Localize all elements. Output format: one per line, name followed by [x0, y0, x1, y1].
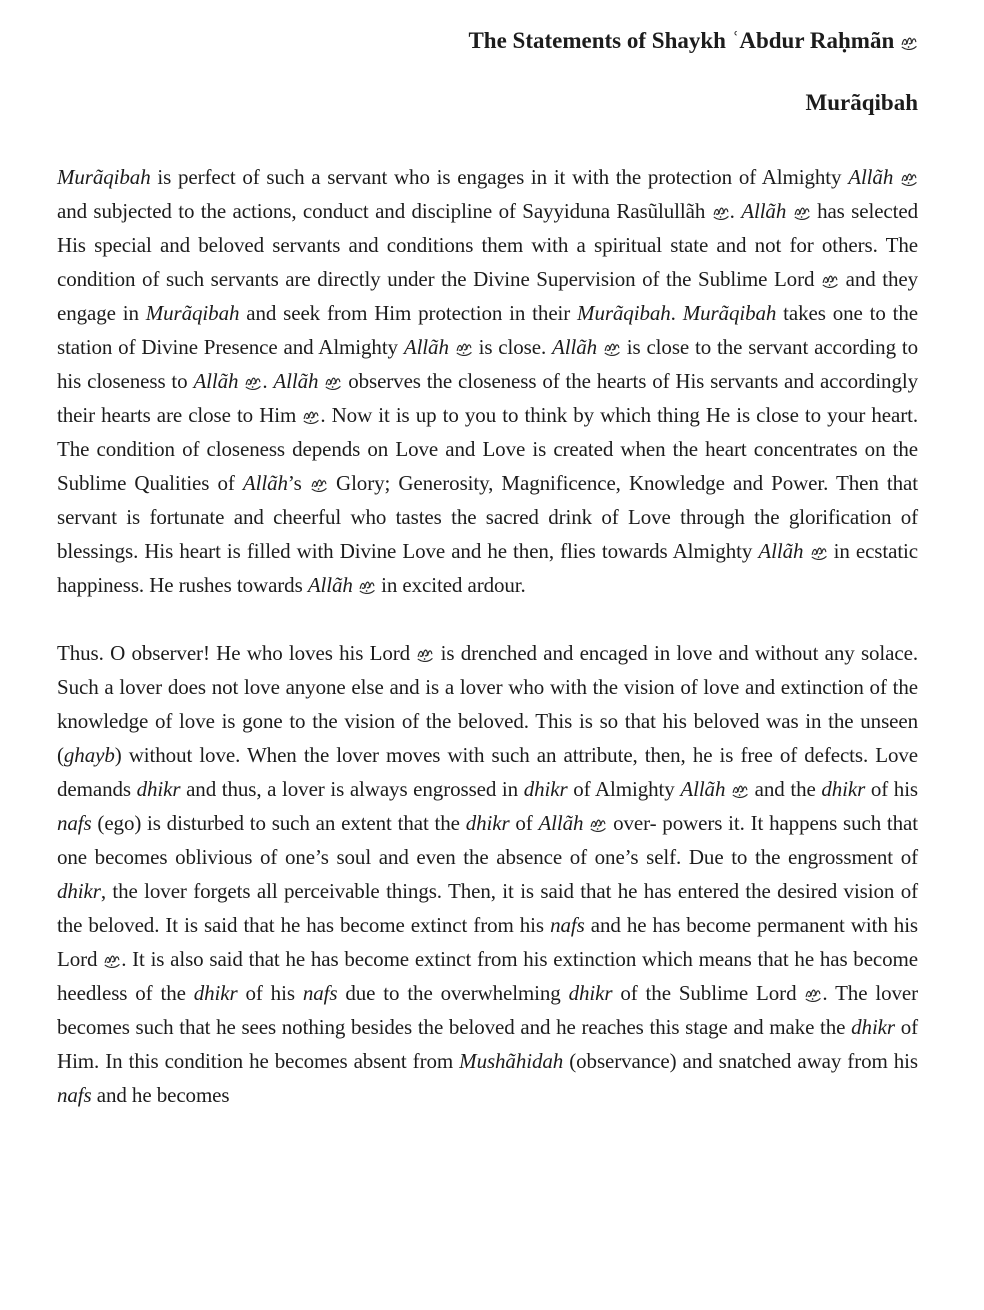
- italic-term: nafs: [550, 913, 585, 937]
- text-run: of his: [865, 777, 918, 801]
- text-run: of Him. In this condition he becomes absent from: [57, 1015, 918, 1073]
- page-header: [57, 26, 918, 56]
- text-run: has selected His special and beloved servants and conditions them with a spiritual state and not for others. The condition of such servants are directly under the Divine Supervision of the Sublime Lord: [57, 199, 918, 291]
- text-run: and he has become permanent with his Lord: [57, 913, 918, 971]
- italic-term: nafs: [302, 981, 338, 1005]
- jalla-jalaluhu-icon: [731, 782, 749, 798]
- text-run: ’s: [287, 471, 310, 495]
- jalla-jalaluhu-icon: [324, 374, 342, 390]
- italic-term: Allãh: [193, 369, 239, 393]
- section-title: Murãqibah: [805, 90, 918, 115]
- jalla-jalaluhu-icon: [900, 170, 918, 186]
- text-run: .: [729, 199, 742, 223]
- italic-term: Allãh: [741, 199, 787, 223]
- italic-term: dhikr: [136, 777, 181, 801]
- header-title: The Statements of Shaykh ʿAbdur Raḥmãn: [468, 28, 895, 53]
- italic-term: Murãqibah: [577, 301, 671, 325]
- text-run: in excited ardour.: [375, 573, 526, 597]
- italic-term: Allãh: [307, 573, 353, 597]
- text-run: observes the closeness of the hearts of His servants and accordingly their hearts are close to Him: [57, 369, 918, 427]
- text-run: [893, 165, 900, 189]
- sallallahu-alayhi-wasallam-icon: [712, 204, 730, 220]
- jalla-jalaluhu-icon: [358, 578, 376, 594]
- text-run: .: [670, 301, 683, 325]
- text-run: in ecstatic happiness. He rushes towards: [57, 539, 919, 597]
- text-run: of Almighty: [567, 777, 681, 801]
- italic-term: dhikr: [851, 1015, 895, 1039]
- text-run: and seek from Him protection in their: [239, 301, 578, 325]
- paragraph: [57, 160, 918, 602]
- italic-term: Mushãhidah: [459, 1049, 564, 1073]
- italic-term: dhikr: [57, 879, 101, 903]
- text-run: (observance) and snatched away from his: [563, 1049, 918, 1073]
- italic-term: Allãh: [758, 539, 804, 563]
- text-run: , the lover forgets all perceivable things. Then, it is said that he has entered the desired vision of the beloved. It is said that he has become extinct from his: [57, 879, 918, 937]
- text-run: and thus, a lover is always engrossed in: [180, 777, 524, 801]
- jalla-jalaluhu-icon: [793, 204, 811, 220]
- text-run: over- powers it. It happens such that one becomes oblivious of one’s soul and even the absence of one’s self. Due to the engrossment of: [57, 811, 919, 869]
- italic-term: Murãqibah: [682, 301, 777, 325]
- text-run: is perfect of such a servant who is engages in it with the protection of Almighty: [150, 165, 849, 189]
- italic-term: Allãh: [552, 335, 597, 359]
- text-run: . It is also said that he has become extinct from his extinction which means that he has become heedless of the: [57, 947, 918, 1005]
- jalla-jalaluhu-icon: [244, 374, 262, 390]
- text-run: Glory; Generosity, Magnificence, Knowledge and Power. Then that servant is fortunate and cheerful who tastes the sacred drink of Love through the glorification of blessings. His heart is filled with Divine Love and he then, flies towards Almighty: [57, 471, 919, 563]
- text-run: Thus. O observer! He who loves his Lord: [57, 641, 417, 665]
- italic-term: nafs: [57, 1083, 92, 1107]
- italic-term: Murãqibah: [145, 301, 240, 325]
- text-run: (ego) is disturbed to such an extent that the: [91, 811, 466, 835]
- text-run: . The lover becomes such that he sees nothing besides the beloved and he reaches this stage and make the: [57, 981, 918, 1039]
- text-run: . Now it is up to you to think by which thing He is close to your heart. The condition of closeness depends on Love and Love is created when the heart concentrates on the Sublime Qualities of: [57, 403, 918, 495]
- italic-term: Allãh: [273, 369, 319, 393]
- text-run: of the Sublime Lord: [612, 981, 805, 1005]
- text-run: takes one to the station of Divine Presence and Almighty: [57, 301, 918, 359]
- italic-term: Allãh: [403, 335, 449, 359]
- italic-term: dhikr: [465, 811, 510, 835]
- jalla-jalaluhu-icon: [821, 272, 839, 288]
- jalla-jalaluhu-icon: [302, 408, 320, 424]
- text-run: .: [262, 369, 274, 393]
- jalla-jalaluhu-icon: [603, 340, 621, 356]
- jalla-jalaluhu-icon: [810, 544, 828, 560]
- jalla-jalaluhu-icon: [416, 646, 434, 662]
- text-run: is close.: [472, 335, 552, 359]
- text-run: of his: [237, 981, 303, 1005]
- italic-term: dhikr: [568, 981, 613, 1005]
- text-run: of: [509, 811, 539, 835]
- italic-term: Allãh: [848, 165, 894, 189]
- text-run: ) without love. When the lover moves with such an attribute, then, he is free of defects. Love demands: [57, 743, 918, 801]
- italic-term: ghayb: [63, 743, 115, 767]
- italic-term: Allãh: [242, 471, 288, 495]
- jalla-jalaluhu-icon: [804, 986, 822, 1002]
- text-run: and he becomes: [91, 1083, 230, 1107]
- jalla-jalaluhu-icon: [455, 340, 473, 356]
- italic-term: Allãh: [680, 777, 726, 801]
- rahimahullah-icon: [900, 34, 918, 50]
- paragraph: [57, 636, 918, 1112]
- italic-term: dhikr: [193, 981, 238, 1005]
- italic-term: Allãh: [538, 811, 584, 835]
- jalla-jalaluhu-icon: [589, 816, 607, 832]
- italic-term: Murãqibah: [57, 165, 151, 189]
- italic-term: nafs: [57, 811, 92, 835]
- body-text: [57, 160, 918, 1112]
- text-run: due to the overwhelming: [337, 981, 569, 1005]
- text-run: and subjected to the actions, conduct and discipline of Sayyiduna Rasũlullãh: [57, 199, 712, 223]
- text-run: and the: [749, 777, 822, 801]
- jalla-jalaluhu-icon: [103, 952, 121, 968]
- text-run: is drenched and encaged in love and without any solace. Such a lover does not love anyone else and is a lover who with the vision of love and extinction of the knowledge of love is gone to the vision of the beloved. This is so that his beloved was in the unseen (: [57, 641, 918, 767]
- text-run: and they engage in: [57, 267, 918, 325]
- italic-term: dhikr: [821, 777, 866, 801]
- italic-term: dhikr: [523, 777, 568, 801]
- text-run: is close to the servant according to his closeness to: [57, 335, 918, 393]
- jalla-jalaluhu-icon: [310, 476, 328, 492]
